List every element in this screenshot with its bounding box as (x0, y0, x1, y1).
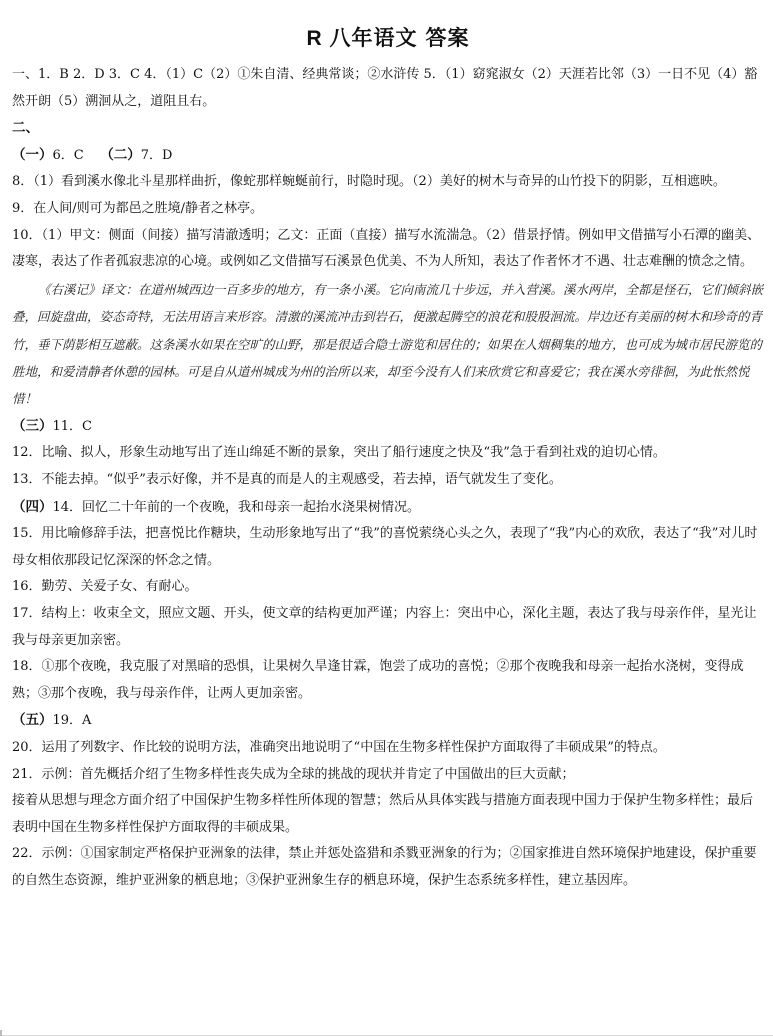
answer-part-1: 一、1．B 2．D 3．C 4．（1）C（2）①朱自清、经典常谈；②水浒传 5．（1）窈窕淑女（2）天涯若比邻（3）一日不见（4）豁然开朗（5）溯洄从之，道阻且右。 (12, 67, 758, 109)
answer-16: 16．勤劳、关爱子女、有耐心。 (12, 579, 198, 595)
answer-11-text: 11．C (52, 418, 92, 434)
answer-17: 17．结构上：收束全文，照应文题、开头，使文章的结构更加严谨；内容上：突出中心，深化主题，表达了我与母亲作伴，星光让我与母亲更加亲密。 (12, 605, 757, 648)
title-right: 答案 (425, 27, 470, 50)
answer-19 (12, 707, 764, 735)
title-left: R 八年语文 (306, 27, 418, 50)
answer-19-text: 19．A (52, 713, 92, 729)
answer-11 (12, 413, 764, 441)
answer-21-second: 接着从思想与理念方面介绍了中国保护生物多样性所体现的智慧；然后从具体实践与措施方面表现中国力于保护生物多样性；最后表明中国在生物多样性保护方面取得的丰硕成果。 (12, 793, 754, 835)
answer-12: 12．比喻、拟人，形象生动地写出了连山绵延不断的景象，突出了船行速度之快及“我”急于看到社戏的迫切心情。 (12, 445, 666, 461)
subsection-1-label: （一） (12, 146, 53, 163)
answer-6-7 (12, 142, 764, 170)
answer-6: 6．C (52, 147, 84, 163)
page-title (12, 22, 764, 52)
answer-20: 20．运用了列数字、作比较的说明方法，准确突出地说明了“中国在生物多样性保护方面取得了丰硕成果”的特点。 (12, 739, 666, 755)
answer-15: 15．用比喻修辞手法，把喜悦比作糖块，生动形象地写出了“我”的喜悦萦绕心头之久，表现了“我”内心的欢欣，表达了“我”对儿时母女相依那段记忆深深的怀念之情。 (12, 526, 758, 568)
answer-10: 10．（1）甲文：侧面（间接）描写清澈透明；乙文：正面（直接）描写水流湍急。（2）借景抒情。例如甲文借描写小石潭的幽美、凄寒，表达了作者孤寂悲凉的心境。或例如乙文借描写石溪景色优美、不为人所知，表达了作者怀才不遇、壮志难酬的愤念之情。 (12, 227, 761, 270)
answer-7: 7．D (140, 147, 173, 163)
page-corner-mark (0, 1030, 2, 1036)
answer-sheet (12, 22, 764, 894)
subsection-4-label: （四） (12, 498, 53, 515)
answer-21-first: 21．示例：首先概括介绍了生物多样性丧失成为全球的挑战的现状并肯定了中国做出的巨大贡献； (12, 766, 575, 782)
answer-9: 9．在人间/则可为都邑之胜境/静者之林亭。 (12, 200, 264, 216)
subsection-5-label: （五） (12, 712, 53, 729)
answer-14-text: 14．回忆二十年前的一个夜晚，我和母亲一起抬水浇果树情况。 (52, 499, 421, 515)
translation-paragraph: 《右溪记》译文：在道州城西边一百多步的地方，有一条小溪。它向南流几十步远，并入营溪。溪水两岸，全都是怪石，它们倾斜嵌叠，回旋盘曲，姿态奇特，无法用语言来形容。清激的溪流冲击到岩石，便激起腾空的浪花和股股洄流。岸边还有美丽的树木和珍奇的青竹，垂下荫影相互遮蔽。这条溪水如果在空旷的山野，那是很适合隐士游览和居住的；如果在人烟稠集的地方，也可成为城市居民游览的胜地，和爱清静者休憩的园林。可是自从道州城成为州的治所以来，却至今没有人们来欣赏它和喜爱它；我在溪水旁徘徊，为此怅然悦惜！ (12, 281, 764, 407)
answer-22: 22．示例：①国家制定严格保护亚洲象的法律，禁止并惩处盗猎和杀戮亚洲象的行为；②国家推进自然环境保护地建设，保护重要的自然生态资源，维护亚洲象的栖息地；③保护亚洲象生存的栖息环境，保护生态系统多样性，建立基因库。 (12, 846, 757, 888)
subsection-2-label: （二） (100, 146, 141, 163)
subsection-3-label: （三） (12, 417, 53, 434)
answer-14 (12, 494, 764, 522)
answer-18: 18．①那个夜晚，我克服了对黑暗的恐惧，让果树久旱逢甘霖，饱尝了成功的喜悦；②那个夜晚我和母亲一起抬水浇树，变得成熟；③那个夜晚，我与母亲作伴，让两人更加亲密。 (12, 659, 744, 701)
answer-13: 13．不能去掉。“似乎”表示好像，并不是真的而是人的主观感受，若去掉，语气就发生了变化。 (12, 471, 562, 487)
section-2-heading: 二、 (12, 120, 39, 137)
answer-8: 8．（1）看到溪水像北斗星那样曲折，像蛇那样蜿蜒前行，时隐时现。（2）美好的树木与奇异的山竹投下的阴影，互相遮映。 (12, 174, 726, 190)
